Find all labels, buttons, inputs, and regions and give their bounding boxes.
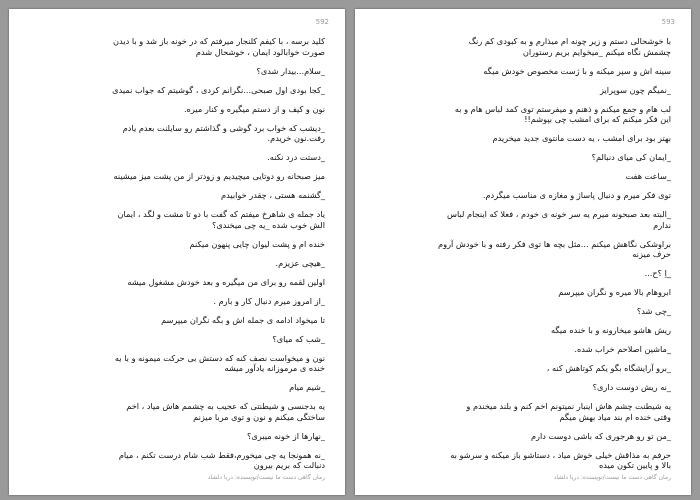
text-line: _از امروز میرم دنبال کار و بارم . <box>213 295 325 306</box>
text-line: _هیچی عزیزم. <box>275 257 325 268</box>
text-line: _دیشب که خواب برد گوشی و گذاشتم رو سایلنت بعدم یادم <box>122 122 325 133</box>
text-line: _سلام...بیدار شدی؟ <box>256 65 325 76</box>
text-line: _گشنمه هستی ، چقدر خوابیدم <box>221 190 325 201</box>
text-line: _شب که میای؟ <box>272 333 325 344</box>
text-line: چشمش نگاه میکنم _میخوایم بریم رستوران <box>522 46 671 57</box>
text-line: _کجا بودی اول صبحی...نگرانم کردی ، گوشیتم که جواب نمیدی <box>112 84 325 95</box>
text-line: ساختگی میکنم و نون و توی مربا میزنم <box>193 411 325 422</box>
text-line: ابروهام بالا میره و نگران میپرسم <box>558 287 671 298</box>
text-line: نون و کیف و از دستم میگیره و کنار میره. <box>183 103 325 114</box>
left-page <box>9 9 345 495</box>
text-line: خنده ام و پشت لیوان چایی پنهون میکنم <box>189 238 325 249</box>
text-line: این فکر میکنم که برای امشب چی بپوشم!! <box>524 114 671 125</box>
text-line: توی فکر میرم و دنبال پاساژ و مغازه ی مناسب میگردم. <box>482 190 671 201</box>
text-line: _ساعت هفت <box>625 171 671 182</box>
text-line: یاد جمله ی شاهرخ میفتم که گفت با دو تا مشت و لگد ، ایمان <box>117 209 325 220</box>
text-line: _من تو رو هرجوری که باشی دوست دارم <box>530 430 671 441</box>
text-line: _چی شد؟ <box>636 306 671 317</box>
text-line: الش خوب شده _یه چی میخندی؟ <box>212 219 325 230</box>
left-page-text <box>29 36 325 471</box>
page-number: 592 <box>315 18 329 26</box>
text-line: بهتر بود برای امشب ، یه دست مانتوی جدید میخریدم <box>492 133 671 144</box>
right-page <box>355 9 691 495</box>
text-line: ریش هاشو میخارونه و با خنده میگه <box>550 325 671 336</box>
text-line: دنبالت که بریم بیرون <box>253 460 325 471</box>
text-line: _نمیگم چون سوپرایز <box>599 84 671 95</box>
text-line: _ماشین اصلاحم خراب شده. <box>574 344 671 355</box>
text-line: خنده ی مرموزانه یادآور میشه <box>224 363 325 374</box>
text-line: اولین لقمه رو برای من میگیره و بعد خودش مشغول میشه <box>127 276 325 287</box>
text-line: _نه ریش دوست داری؟ <box>592 382 671 393</box>
text-line: تا میخواد ادامه ی جمله اش و بگه نگران میپرسم <box>161 314 325 325</box>
text-line: بالا و پایین تکون میده <box>598 460 671 471</box>
text-line: یه شیطنت چشم هاش اینبار نمیتونم اخم کنم و بلند میخندم و <box>466 401 671 412</box>
text-line: _البته بعد صبحونه میرم یه سر خونه ی خودم ، فعلا که اینجام لباس <box>446 209 671 220</box>
page-footer: رمان گاهی دست ما نیست/نویسنده: دریا دلشاد <box>207 474 325 481</box>
text-line: _نه همونجا یه چی میخورم،فقط شب شام درست تکنم ، میام <box>118 449 325 460</box>
text-line: میز صبحانه رو دوتایی میچیدیم و زودتر از من پشت میز میشینه <box>113 171 325 182</box>
text-line: حرف میزنه <box>632 249 671 260</box>
right-page-text <box>375 36 671 471</box>
text-line: _نهارها از خونه میبری؟ <box>246 430 325 441</box>
text-line: نون و میخواست نصف کنه که دستش بی حرکت میمونه و با یه <box>114 352 325 363</box>
text-line: لب هام و جمع میکنم و ذهنم و میفرستم توی کمد لباس هام و به <box>454 103 671 114</box>
text-line: رفت.نون خریدم. <box>267 133 325 144</box>
page-number: 593 <box>661 18 675 26</box>
text-line: ندارم <box>653 219 671 230</box>
text-line: حرفم به مذاقش خیلی خوش میاد ، دستاشو باز میکنه و سرشو به <box>450 449 671 460</box>
text-line: وقتی خنده ام بند میاد بهش میگم <box>559 411 671 422</box>
text-line: _برو آرایشگاه بگو یکم کوتاهش کنه ، <box>546 363 671 374</box>
text-line: صورت خوابالود ایمان ، خوشحال شدم <box>195 46 325 57</box>
text-line: با خوشحالی دستم و زیر چونه ام میذارم و به کبودی کم رنگ <box>468 36 671 46</box>
text-line: یه بدجنسی و شیطنتی که عجیب به چشمم هاش میاد ، اخم <box>126 401 325 412</box>
page-footer: رمان گاهی دست ما نیست/نویسنده: دریا دلشاد <box>553 474 671 481</box>
text-line: _دستت درد نکنه. <box>267 152 325 163</box>
text-line: _اِ ؟ح... <box>644 268 671 279</box>
text-line: _ایمان کی میای دنبالم؟ <box>591 152 671 163</box>
text-line: _شیم میام <box>289 382 325 393</box>
text-line: کلید برسه ، با کیفم کلنجار میرفتم که در خونه باز شد و با دیدن <box>113 36 325 46</box>
text-line: سینه اش و سپر میکنه و با ژست مخصوص خودش میگه <box>483 65 671 76</box>
text-line: براوشکی نگاهش میکنم ...مثل بچه ها توی فکر رفته و با خودش آروم <box>438 238 671 249</box>
